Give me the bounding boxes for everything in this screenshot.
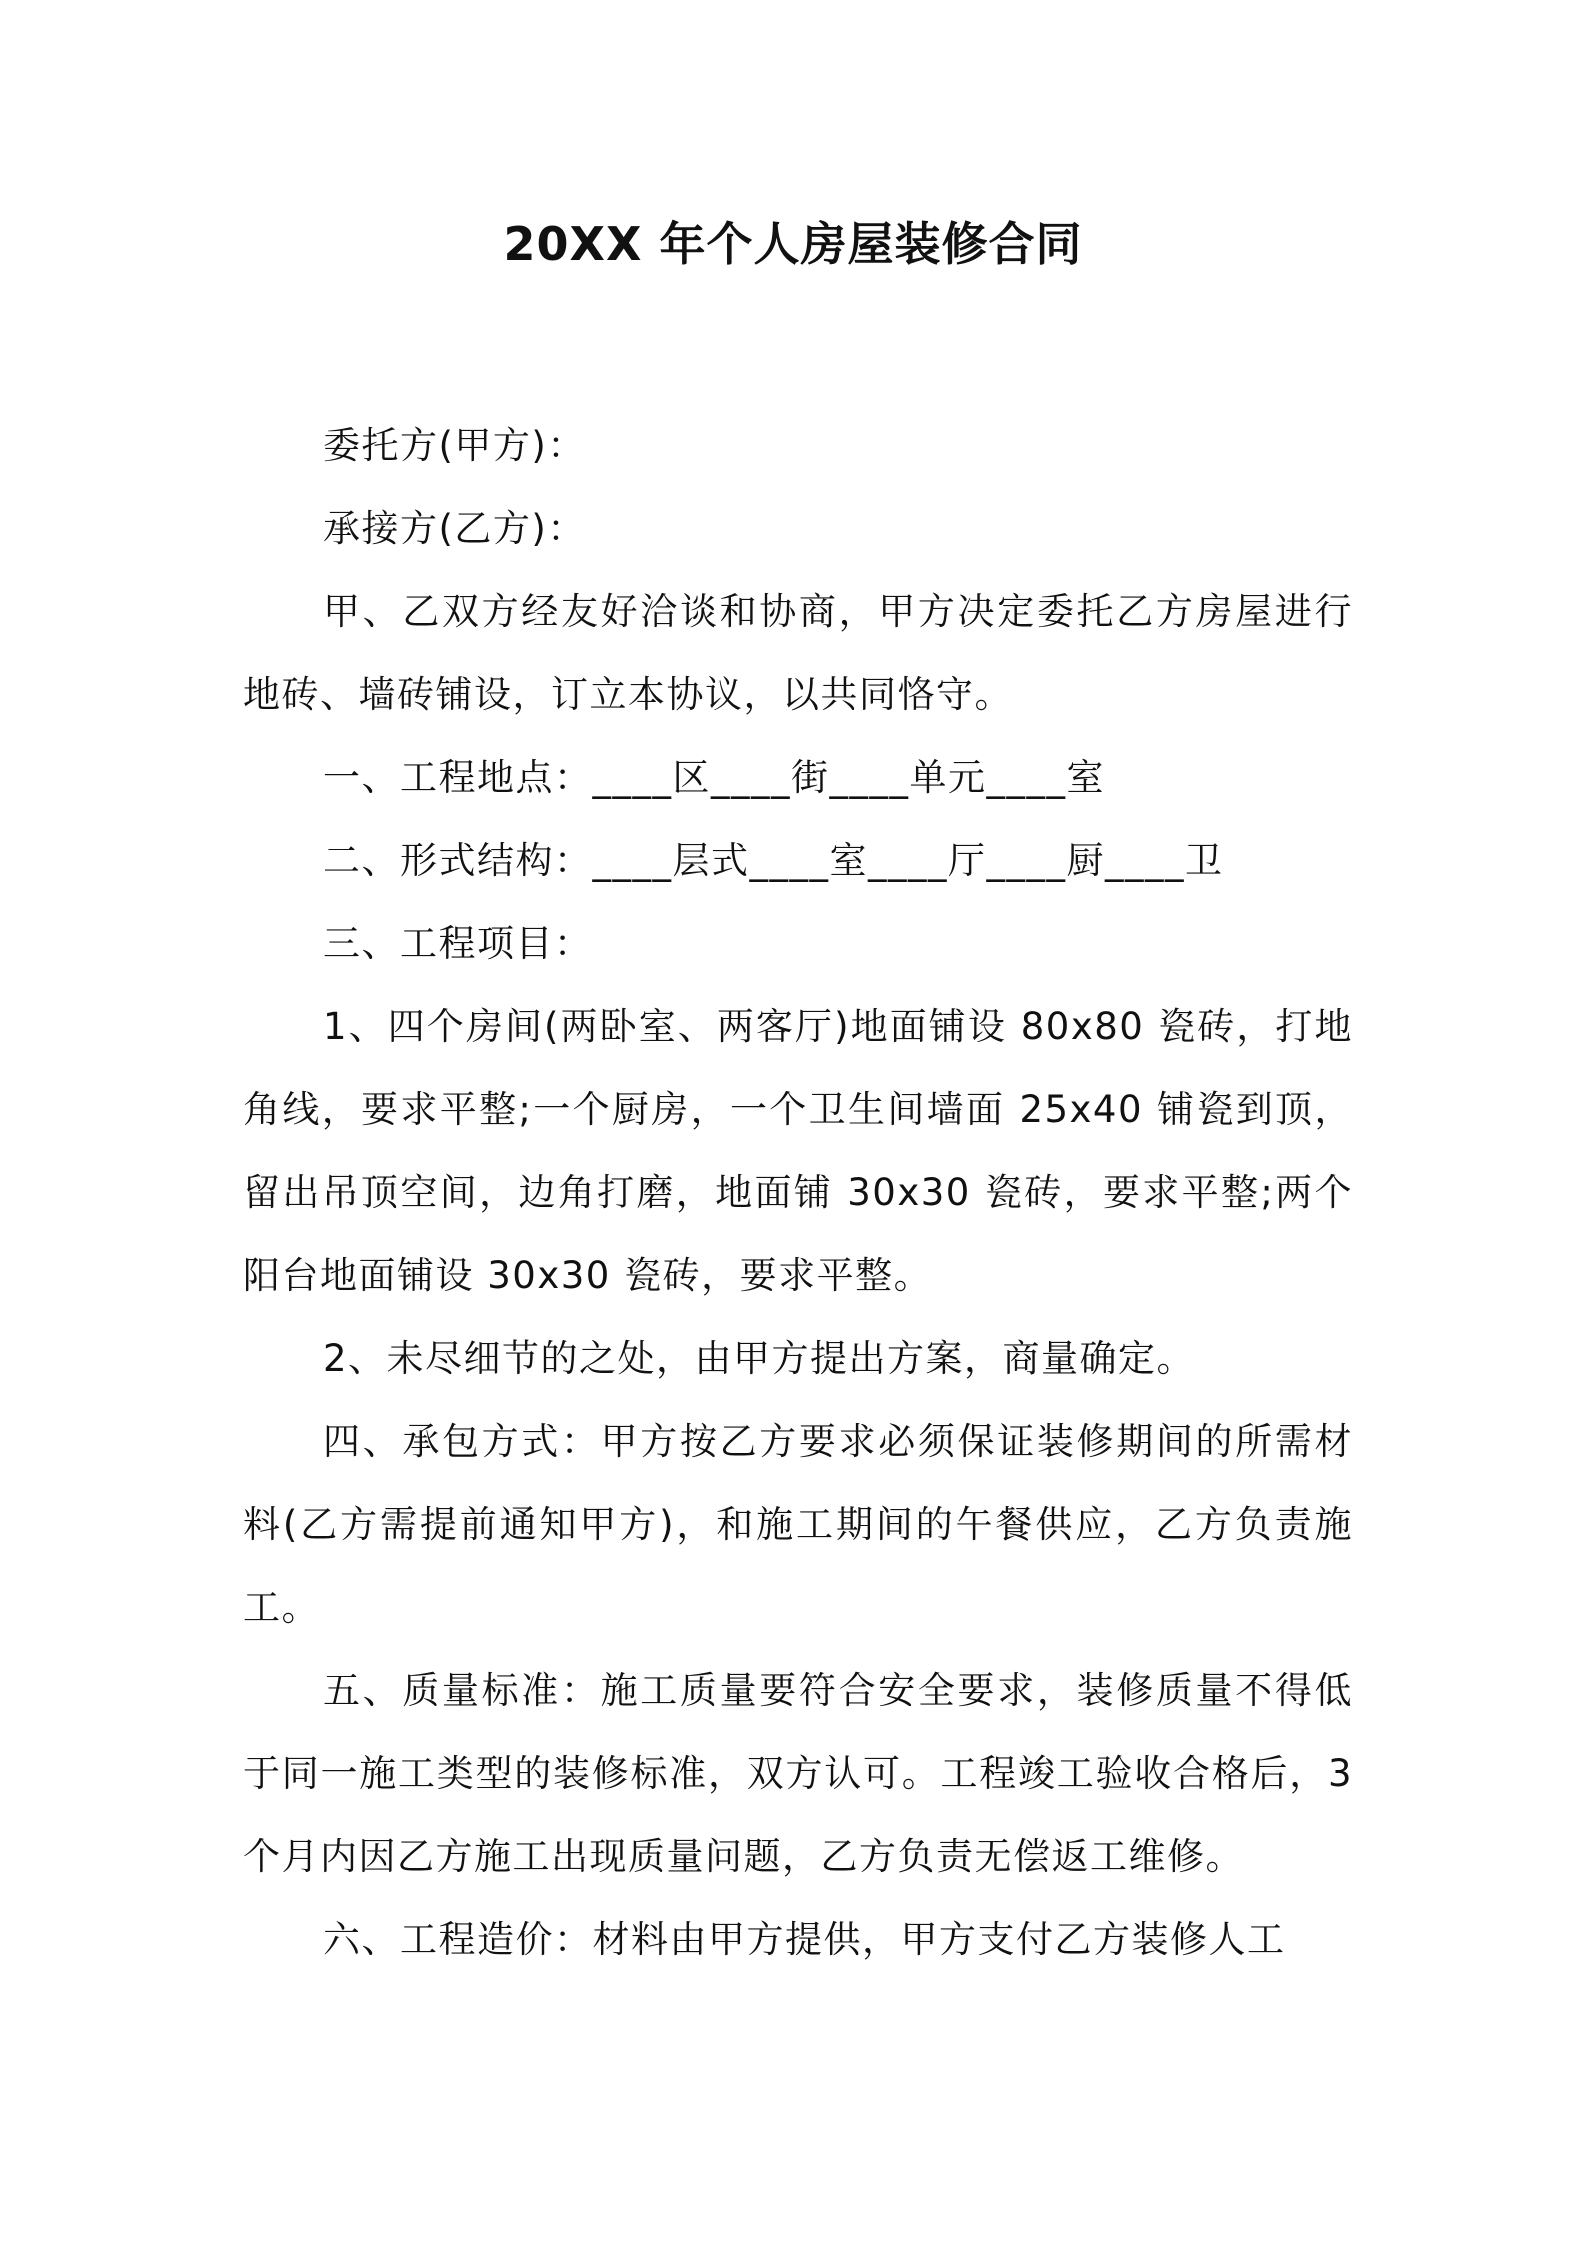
clause-project-items-heading: 三、工程项目： bbox=[323, 922, 593, 965]
project-item-2: 2、未尽细节的之处，由甲方提出方案，商量确定。 bbox=[323, 1337, 1196, 1380]
document-title: 20XX 年个人房屋装修合同 bbox=[503, 217, 1083, 271]
clause-structure-form: 二、形式结构：____层式____室____厅____厨____卫 bbox=[323, 839, 1224, 882]
agreement-intro-paragraph: 甲、乙双方经友好洽谈和协商，甲方决定委托乙方房屋进行地砖、墙砖铺设，订立本协议，以共同恪守。 bbox=[243, 590, 1353, 716]
clause-quality-standard: 五、质量标准：施工质量要符合安全要求，装修质量不得低于同一施工类型的装修标准，双方认可。工程竣工验收合格后，3 个月内因乙方施工出现质量问题，乙方负责无偿返工维修。 bbox=[243, 1669, 1353, 1878]
project-item-1: 1、四个房间(两卧室、两客厅)地面铺设 80x80 瓷砖，打地角线，要求平整;一个厨房，一个卫生间墙面 25x40 铺瓷到顶，留出吊顶空间，边角打磨，地面铺 30x30 瓷砖，要求平整;两个阳台地面铺设 30x30 瓷砖，要求平整。 bbox=[243, 1005, 1353, 1297]
party-b-line: 承接方(乙方)： bbox=[323, 507, 586, 550]
clause-project-cost: 六、工程造价：材料由甲方提供，甲方支付乙方装修人工 bbox=[323, 1918, 1286, 1961]
clause-project-location: 一、工程地点：____区____街____单元____室 bbox=[323, 756, 1105, 799]
party-a-line: 委托方(甲方)： bbox=[323, 424, 586, 467]
document-body bbox=[243, 404, 1353, 1981]
clause-contract-method: 四、承包方式：甲方按乙方要求必须保证装修期间的所需材料(乙方需提前通知甲方)，和施工期间的午餐供应，乙方负责施工。 bbox=[243, 1420, 1353, 1629]
